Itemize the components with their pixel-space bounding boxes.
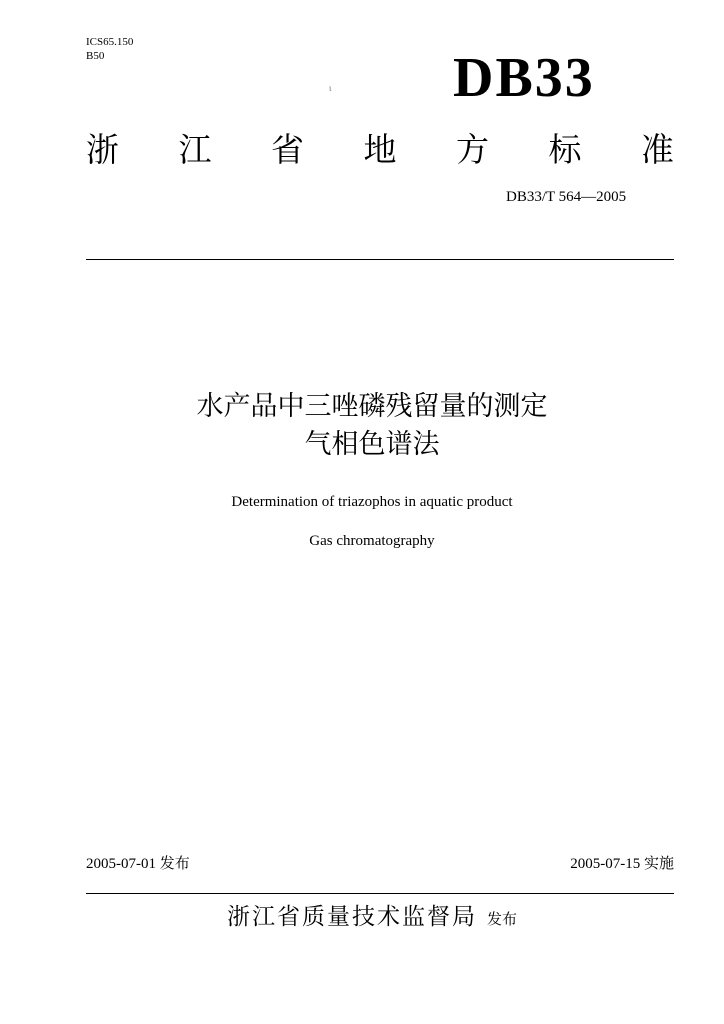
implement-date: 2005-07-15 实施 (570, 856, 674, 872)
title-cn-line2: 气相色谱法 (304, 429, 440, 460)
title-cn-line1: 水产品中三唑磷残留量的测定 (196, 391, 548, 422)
standard-type-char: 方 (456, 130, 489, 169)
title-en-line2: Gas chromatography (309, 533, 435, 549)
standard-number: DB33/T 564—2005 (506, 189, 627, 205)
standard-type-char: 标 (548, 130, 582, 169)
issue-date: 2005-07-01 发布 (86, 856, 190, 872)
db-code: DB33 (453, 47, 595, 109)
standard-type (86, 128, 674, 172)
issuer-line (0, 902, 724, 934)
standard-type-char: 江 (178, 130, 212, 169)
issuer-name: 浙江省质量技术监督局 (226, 904, 477, 930)
top-divider (86, 259, 674, 260)
standard-type-char: 地 (363, 130, 397, 169)
standard-type-char: 省 (271, 130, 304, 169)
bottom-divider (86, 893, 674, 894)
standard-type-char: 准 (641, 130, 674, 169)
ics-code: ICS65.150 (86, 36, 134, 48)
tick-mark: ι (329, 83, 332, 93)
issuer-suffix: 发布 (486, 910, 517, 928)
ccs-code: B50 (86, 50, 105, 62)
standard-type-char: 浙 (86, 130, 119, 169)
title-en-line1: Determination of triazophos in aquatic product (231, 494, 513, 510)
